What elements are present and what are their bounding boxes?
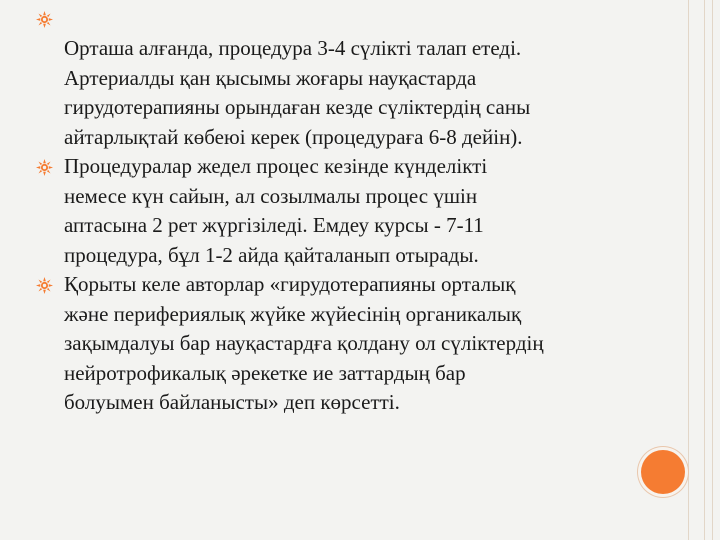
paragraph-line: және перифериялық жүйке жүйесінің органикалық bbox=[64, 301, 522, 326]
paragraph-line: немесе күн сайын, ал созылмалы процес үшін bbox=[64, 183, 478, 208]
paragraph-line: Артериалды қан қысымы жоғары науқастарда bbox=[64, 65, 477, 90]
frame-line bbox=[688, 0, 689, 540]
paragraph-line: аптасына 2 рет жүргізіледі. Емдеу курсы - 7-11 bbox=[64, 213, 484, 237]
frame-line bbox=[712, 0, 713, 540]
paragraph-line: болуымен байланысты» деп көрсетті. bbox=[64, 390, 400, 414]
paragraph-line: нейротрофикалық әрекетке ие заттардың бар bbox=[64, 360, 466, 385]
sun-bullet-icon bbox=[36, 159, 53, 176]
paragraph-3 bbox=[36, 270, 636, 418]
sun-bullet-icon bbox=[36, 277, 53, 294]
frame-line bbox=[704, 0, 705, 540]
slide-content bbox=[36, 4, 636, 418]
empty-bullet-row bbox=[36, 4, 636, 34]
paragraph-line: айтарлықтай көбеюі керек (процедураға 6-8 дейін). bbox=[64, 124, 523, 149]
paragraph-1 bbox=[36, 34, 636, 152]
paragraph-line: гирудотерапияны орындаған кезде сүліктердің саны bbox=[64, 95, 531, 119]
paragraph-line: процедура, бұл 1-2 айда қайталанып отырады. bbox=[64, 242, 479, 267]
paragraph-line: Қорыты келе авторлар «гирудотерапияны орталық bbox=[64, 272, 516, 296]
sun-bullet-icon bbox=[36, 11, 53, 28]
paragraph-line: зақымдалуы бар науқастардға қолдану ол сүліктердің bbox=[64, 331, 544, 355]
paragraph-line: Орташа алғанда, процедура 3-4 сүлікті талап етеді. bbox=[64, 36, 522, 60]
paragraph-line: Процедуралар жедел процес кезінде күнделікті bbox=[64, 154, 488, 178]
paragraph-2 bbox=[36, 152, 636, 270]
orange-circle-decoration bbox=[641, 450, 685, 494]
